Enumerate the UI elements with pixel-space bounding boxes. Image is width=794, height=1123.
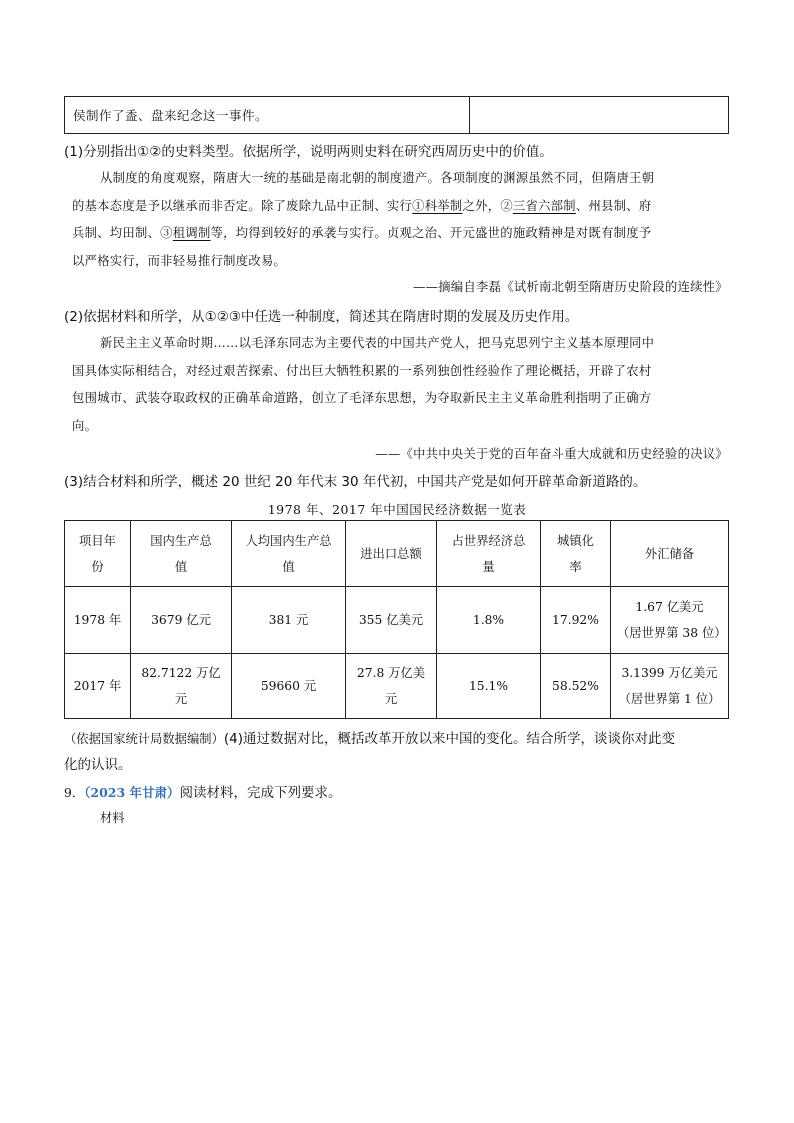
table-cell: 15.1% [437,654,541,719]
question-9: 9．（2023 年甘肃）阅读材料，完成下列要求。 [64,785,342,801]
table-source-note: （依据国家统计局数据编制） [64,732,224,746]
material-3-line-4: 向。 [72,418,98,433]
question-source-tag: （2023 年甘肃） [84,785,180,800]
material-2-line-1: 从制度的角度观察，隋唐大一统的基础是南北朝的制度遗产。各项制度的渊源虽然不同，但隋唐王朝 [100,171,655,185]
material-2-line-4: 以严格实行，而非轻易推行制度改易。 [72,253,287,268]
table-cell: 3679 亿元 [131,587,232,654]
material-3 [72,330,728,440]
question-3: (3)结合材料和所学，概述 20 世纪 20 年代末 30 年代初，中国共产党是如何开辟革命新道路的。 [64,474,647,490]
carryover-cell-right [470,97,728,133]
material-label: 材料 [100,811,125,825]
material-2-line-3: 兵制、均田制、③租调制等，均得到较好的承袭与实行。贞观之治、开元盛世的施政精神是对既有制度予 [72,226,652,240]
table-cell: 2017 年 [65,654,131,719]
sansheng-term: 三省六部制 [512,198,576,213]
header-cell: 外汇储备 [611,521,729,587]
material-2 [72,165,728,275]
header-cell: 项目年 份 [65,521,131,587]
table-cell: 58.52% [541,654,611,719]
question-4-line-1 [64,727,675,747]
question-1: (1)分别指出①②的史料类型。依据所学，说明两则史料在研究西周历史中的价值。 [64,144,553,160]
table-cell: 82.7122 万亿 元 [131,654,232,719]
header-cell: 占世界经济总 量 [437,521,541,587]
table-cell: 59660 元 [232,654,346,719]
table-cell: 355 亿美元 [346,587,437,654]
material-3-line-1: 新民主主义革命时期……以毛泽东同志为主要代表的中国共产党人，把马克思列宁主义基本原理同中 [100,336,655,350]
table-cell: 3.1399 万亿美元 （居世界第 1 位） [611,654,729,719]
carryover-cell-left: 侯制作了盉、盘来纪念这一事件。 [65,97,470,133]
table-cell: 381 元 [232,587,346,654]
question-4-line-2: 化的认识。 [64,757,132,773]
table-cell: 1978 年 [65,587,131,654]
question-4-text: (4)通过数据对比，概括改革开放以来中国的变化。结合所学，谈谈你对此变 [223,731,675,747]
material-3-line-2: 国具体实际相结合，对经过艰苦探索、付出巨大牺牲积累的一系列独创性经验作了理论概括，开辟了农村 [72,363,652,378]
table-header-row [65,521,729,587]
material-2-line-2: 的基本态度是予以继承而非否定。除了废除九品中正制、实行①科举制之外，②三省六部制、州县制、府 [72,198,652,213]
table-row [65,587,729,654]
header-cell: 进出口总额 [346,521,437,587]
table-cell: 1.8% [437,587,541,654]
header-cell: 人均国内生产总 值 [232,521,346,587]
material-3-line-3: 包围城市、武装夺取政权的正确革命道路，创立了毛泽东思想，为夺取新民主主义革命胜利指明了正确方 [72,391,652,405]
header-cell: 城镇化 率 [541,521,611,587]
material-3-source: ——《中共中央关于党的百年奋斗重大成就和历史经验的决议》 [375,447,728,461]
table-title: 1978 年、2017 年中国国民经济数据一览表 [267,502,527,517]
material-2-source: ——摘编自李磊《试析南北朝至隋唐历史阶段的连续性》 [413,280,728,294]
keju-term: ①科举制 [412,198,463,213]
economy-data-table [64,520,729,719]
table-cell: 17.92% [541,587,611,654]
zudiao-term: 租调制 [172,226,211,240]
table-cell: 27.8 万亿美 元 [346,654,437,719]
table-row [65,654,729,719]
table-cell: 1.67 亿美元 （居世界第 38 位） [611,587,729,654]
question-2: (2)依据材料和所学，从①②③中任选一种制度，简述其在隋唐时期的发展及历史作用。 [64,309,579,325]
carryover-table-row [64,96,729,134]
header-cell: 国内生产总 值 [131,521,232,587]
